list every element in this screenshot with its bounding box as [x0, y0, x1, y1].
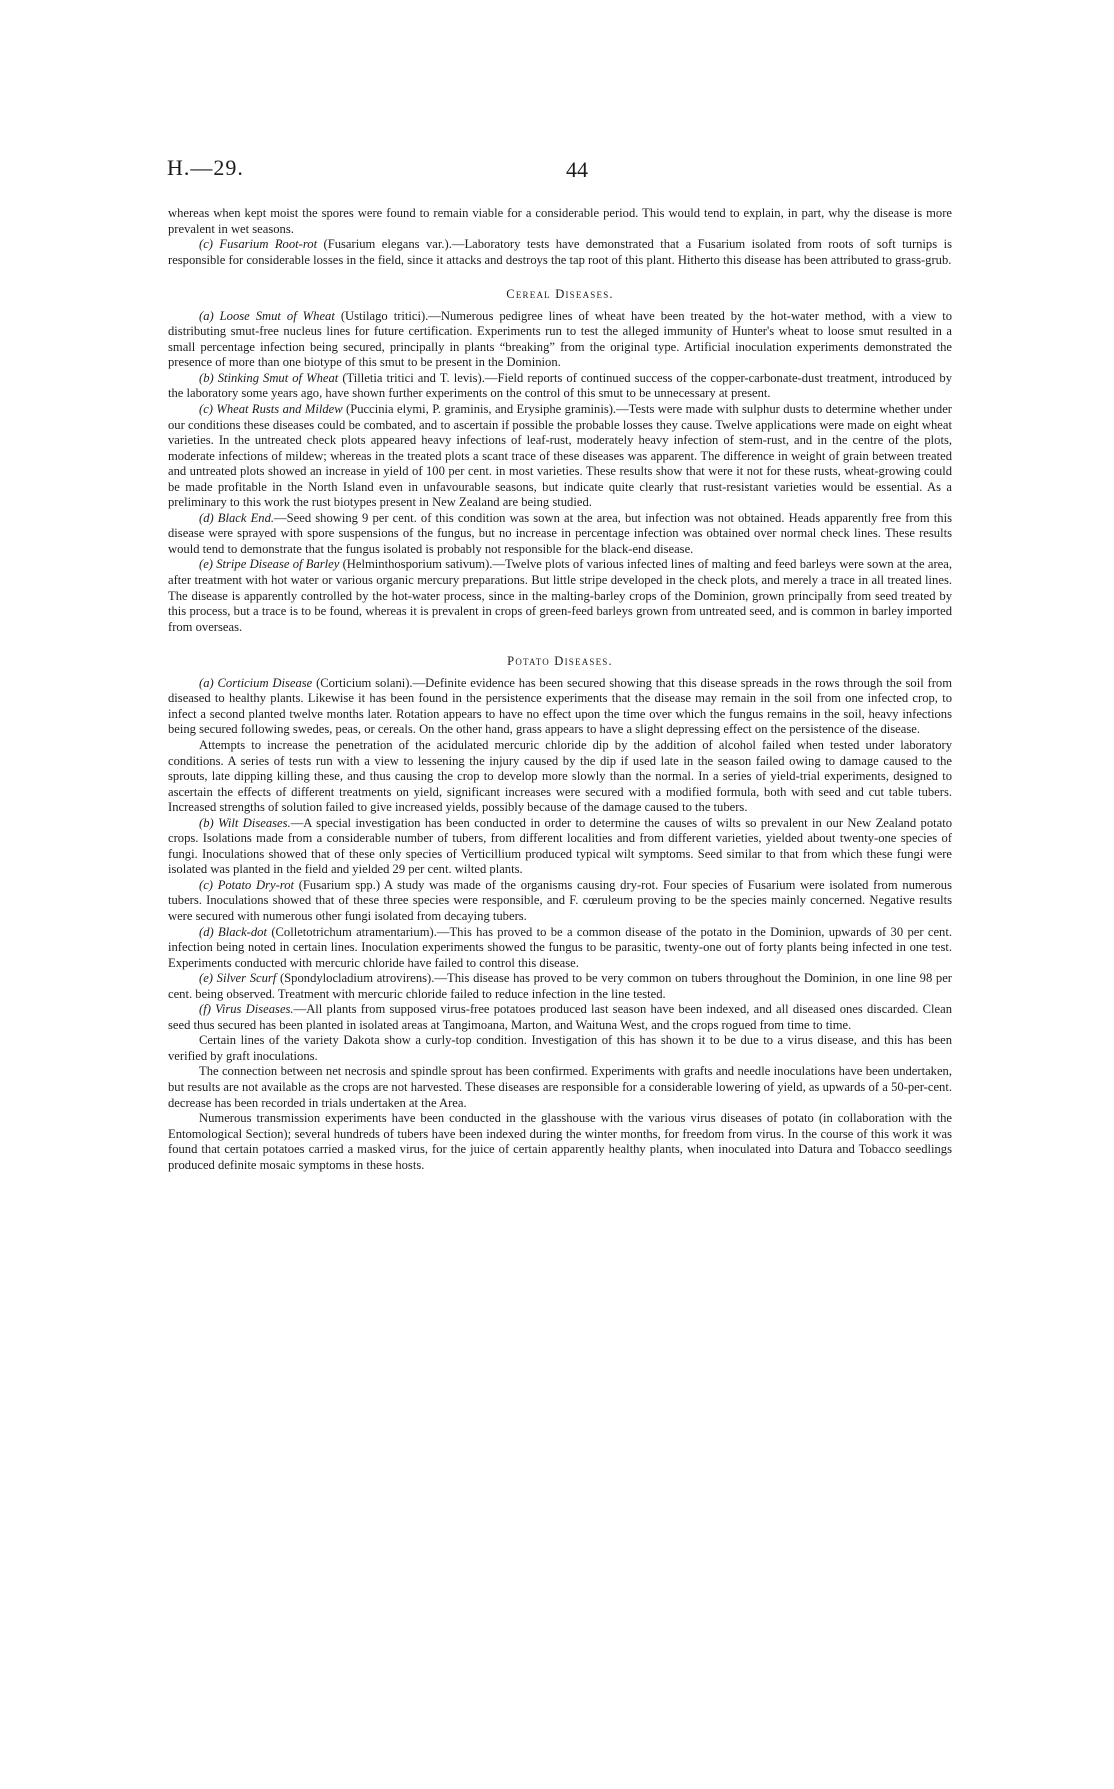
section-heading: Potato Diseases.	[507, 654, 613, 669]
paragraph: (a) Corticium Disease (Corticium solani).—Definite evidence has been secured showing that this disease spreads in the rows through the soil from diseased to healthy plants. Likewise it has been found in the persistence experiments that the disease may remain in the soil from one infected crop, to infect a second planted twelve months later. Rotation appears to have no effect upon the time over which the fungus remains in the soil, heavy infections being secured following swedes, peas, or cereals. On the other hand, grass appears to have a slight depressing effect on the persistence of the disease.	[168, 675, 952, 737]
intro-paragraph: whereas when kept moist the spores were found to remain viable for a considerable period. This would tend to explain, in part, why the disease is more prevalent in wet seasons.	[168, 206, 952, 236]
page-body	[168, 206, 952, 1173]
paragraph: (b) Wilt Diseases.—A special investigation has been conducted in order to determine the causes of wilts so prevalent in our New Zealand potato crops. Isolations made from a considerable number of tubers, from different localities and from different varieties, yielded about twenty-one species of fungi. Inoculations showed that of these only species of Verticillium produced typical wilt symptoms. Seed similar to that from which these fungi were isolated was planted in the field and yielded 29 per cent. wilted plants.	[168, 815, 952, 877]
paragraph: (c) Potato Dry-rot (Fusarium spp.) A study was made of the organisms causing dry-rot. Four species of Fusarium were isolated from numerous tubers. Inoculations showed that of these three species were responsible, and F. cœruleum proving to be the species mainly concerned. Negative results were secured with numerous other fungi isolated from decaying tubers.	[168, 877, 952, 923]
paragraph: (e) Silver Scurf (Spondylocladium atrovirens).—This disease has proved to be very common on tubers throughout the Dominion, in one line 98 per cent. being observed. Treatment with mercuric chloride failed to reduce infection in the line tested.	[168, 971, 952, 1001]
paragraph: The connection between net necrosis and spindle sprout has been confirmed. Experiments with grafts and needle inoculations have been undertaken, but results are not available as the crops are not harvested. These diseases are responsible for a considerable lowering of yield, as upwards of a 50-per-cent. decrease has been recorded in trials undertaken at the Area.	[168, 1064, 952, 1110]
report-code: H.—29.	[167, 155, 244, 180]
paragraph: Numerous transmission experiments have been conducted in the glasshouse with the various virus diseases of potato (in collaboration with the Entomological Section); several hundreds of tubers have been indexed during the winter months, for freedom from virus. In the course of this work it was found that certain potatoes carried a masked virus, for the juice of certain apparently healthy plants, when inoculated into Datura and Tobacco seedlings produced definite mosaic symptoms in these hosts.	[168, 1111, 952, 1172]
paragraph: (d) Black End.—Seed showing 9 per cent. of this condition was sown at the area, but infection was not obtained. Heads apparently free from this disease were sprayed with spore suspensions of the fungus, but no increase in percentage infection was obtained over normal check lines. These results would tend to demonstrate that the fungus isolated is probably not responsible for the black-end disease.	[168, 510, 952, 556]
paragraph: Attempts to increase the penetration of the acidulated mercuric chloride dip by the addition of alcohol failed when tested under laboratory conditions. A series of tests run with a view to lessening the injury caused by the dip if used late in the season failed owing to damage caused to the sprouts, late dipping killing these, and thus causing the crop to develop more slowly than the normal. In a series of yield-trial experiments, designed to ascertain the effects of different treatments on yield, significant increases were secured with a modified formula, both with seed and cut table tubers. Increased strengths of solution failed to give increased yields, possibly because of the damage caused to the tubers.	[168, 737, 952, 815]
paragraph: (d) Black-dot (Colletotrichum atramentarium).—This has proved to be a common disease of the potato in the Dominion, upwards of 30 per cent. infection being noted in certain lines. Inoculation experiments showed the fungus to be parasitic, twenty-one out of forty plants being infected in one test. Experiments conducted with mercuric chloride have failed to control this disease.	[168, 924, 953, 970]
section-heading: Cereal Diseases.	[506, 287, 614, 302]
intro-paragraph: (c) Fusarium Root-rot (Fusarium elegans var.).—Laboratory tests have demonstrated that a Fusarium isolated from roots of soft turnips is responsible for considerable losses in the field, since it attacks and destroys the tap root of this plant. Hitherto this disease has been attributed to grass-grub.	[168, 237, 952, 267]
paragraph: (b) Stinking Smut of Wheat (Tilletia tritici and T. levis).—Field reports of continued success of the copper-carbonate-dust treatment, introduced by the laboratory some years ago, have shown further experiments on the control of this smut to be unnecessary at present.	[168, 370, 952, 401]
page-number: 44	[566, 157, 588, 182]
paragraph: (a) Loose Smut of Wheat (Ustilago tritici).—Numerous pedigree lines of wheat have been treated by the hot-water method, with a view to distributing smut-free nucleus lines for future certification. Experiments run to test the alleged immunity of Hunter's wheat to loose smut resulted in a small percentage infection being secured, principally in plants “breaking” from the original type. Artificial inoculation experiments demonstrated the presence of more than one biotype of this smut to be present in the Dominion.	[168, 308, 952, 370]
paragraph: Certain lines of the variety Dakota show a curly-top condition. Investigation of this has shown it to be due to a virus disease, and this has been verified by graft inoculations.	[168, 1033, 952, 1063]
paragraph: (f) Virus Diseases.—All plants from supposed virus-free potatoes produced last season have been indexed, and all diseased ones discarded. Clean seed thus secured has been planted in isolated areas at Tangimoana, Marton, and Waituna West, and the crops rogued from time to time.	[168, 1002, 952, 1032]
paragraph: (e) Stripe Disease of Barley (Helminthosporium sativum).—Twelve plots of various infected lines of malting and feed barleys were sown at the area, after treatment with hot water or various organic mercury preparations. But little stripe developed in the check plots, and merely a trace in all treated lines. The disease is apparently controlled by the hot-water process, since in the malting-barley crops of the Dominion, grown principally from seed treated by this process, but a trace is to be found, whereas it is prevalent in crops of green-feed barleys grown from untreated seed, and is common in barley imported from overseas.	[168, 557, 953, 634]
paragraph: (c) Wheat Rusts and Mildew (Puccinia elymi, P. graminis, and Erysiphe graminis).—Tests were made with sulphur dusts to determine whether under our conditions these diseases could be combated, and to ascertain if possible the probable losses they cause. Twelve applications were made on eight wheat varieties. In the untreated check plots appeared heavy infections of leaf-rust, moderately heavy infection of stem-rust, and in the centre of the plots, moderate infections of mildew; whereas in the treated plots a scant trace of these diseases was apparent. The difference in weight of grain between treated and untreated plots showed an increase in yield of 100 per cent. in most varieties. These results show that were it not for these rusts, wheat-growing could be made profitable in the North Island even in unfavourable seasons, but indicate quite clearly that rust-resistant varieties would be essential. As a preliminary to this work the rust biotypes present in New Zealand are being studied.	[168, 402, 953, 510]
